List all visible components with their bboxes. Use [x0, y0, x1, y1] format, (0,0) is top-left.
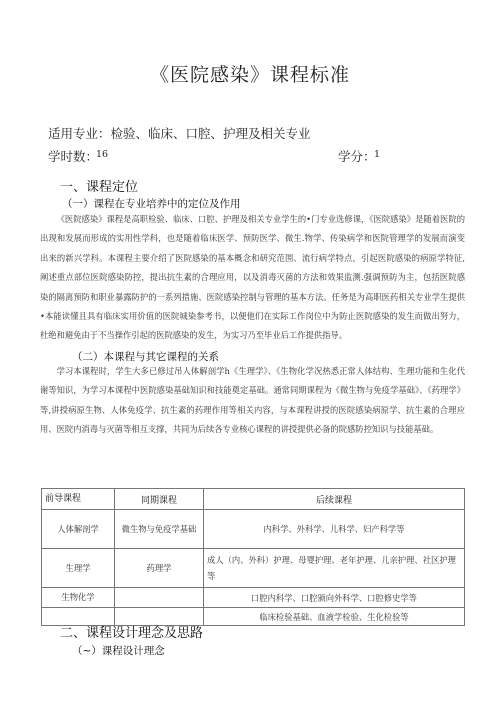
table-row [42, 510, 465, 549]
table-header: 前导课程 [42, 489, 115, 510]
paragraph-positioning-role: 《医院感染》课程是高职检验、临床、口腔、护理及相关专业学生的•门专业选修课，《医院感染》是随着医院的出现和发展而形成的实用性学科，也是随着临床医学、预防医学、微生.物学、传染病学和医院管理学的发展而演变出来的新兴学科。本课程主要介绍了医院感染的基本概念和研究范围、流行病学特点，引起医院感染的病原学特征,阐述重点部位医院感染防控，提出抗生素的合理应用，以及消毒灭菌的方法和效果监测.强调预防为主，包括医院感染的隔离预防和职业暴露防护的一系列措施、医院感染控制与管理的基本方法。任务是为高职医药相关专业学生提供•本能读懂且具有临床实用价值的医院城染参考书，以便他们在实际工作岗位中为防止医院感染的发生而做出努力，杜绝和避免由于不当操作引起的医院感染的发生，为实习乃至毕业后工作提供指导。 [40, 214, 465, 341]
subsection-heading-course-relations: （二）本课程与其它课程的关系 [72, 351, 219, 363]
table-row [42, 588, 465, 608]
paragraph-course-relations: 学习本课程时，学生大多已修过吊人体解剖学h《生理学》、《生物化学况热悉正常人体结构、生理功能和生化代谢等知识，为学习本课程中医院感染基础知识和技能奠定基础。通常同期课程为《微生物与免疫学基础》、《药理学》等,讲授病原生物、人体免疫学、抗生素的药理作用等相关内容，与本课程讲授的医院感染病原学、抗生素的合理应用、医院内消毒与灭菌等相互支撑，共同为后续各专业核心课程的讲授提供必备的院感防控知识与技能基础。 [40, 366, 465, 435]
section-heading-course-positioning: 一、课程定位 [60, 180, 139, 195]
credit-value: 1 [374, 149, 381, 160]
course-relations-table [41, 488, 465, 626]
hours-label: 学时数： [48, 149, 99, 164]
table-header-row [42, 489, 465, 510]
table-cell: 成人（内、外科）护理、母婴护理、老年护理、儿亲护理、社区护理等 [204, 549, 465, 588]
section-heading-design-concept: 二、课程设计理念及思路 [60, 626, 204, 641]
subsection-heading-design-concept: （~）课程设计理念 [72, 645, 165, 657]
page-title: 《医院感染》课程标准 [149, 64, 350, 86]
applicable-majors: 适用专业：检验、临床、口腔、护理及相关专业 [48, 126, 311, 141]
table-cell: 人体解剖学 [42, 510, 115, 549]
table-cell: 生理学 [42, 549, 115, 588]
table-cell: 微生物与免疫学基础 [115, 510, 204, 549]
hours-value: 16 [96, 149, 109, 160]
table-header: 同期课程 [115, 489, 204, 510]
table-row [42, 549, 465, 588]
table-header: 后续课程 [204, 489, 465, 510]
table-cell: 药理学 [115, 549, 204, 588]
table-cell: 临床检验基础、血液学检验、生化检验等 [204, 608, 465, 626]
table-cell: 口腔内科学、口腔颁向外科学、口腔修史学等 [204, 588, 465, 608]
table-cell: 生物化学 [42, 588, 115, 608]
table-cell: 内科学、外科学、儿科学、妇产科学等 [204, 510, 465, 549]
subsection-heading-positioning-role: （一）课程在专业培养中的定位及作用 [62, 198, 241, 210]
table-cell [115, 588, 204, 608]
credit-label: 学分： [338, 149, 376, 164]
